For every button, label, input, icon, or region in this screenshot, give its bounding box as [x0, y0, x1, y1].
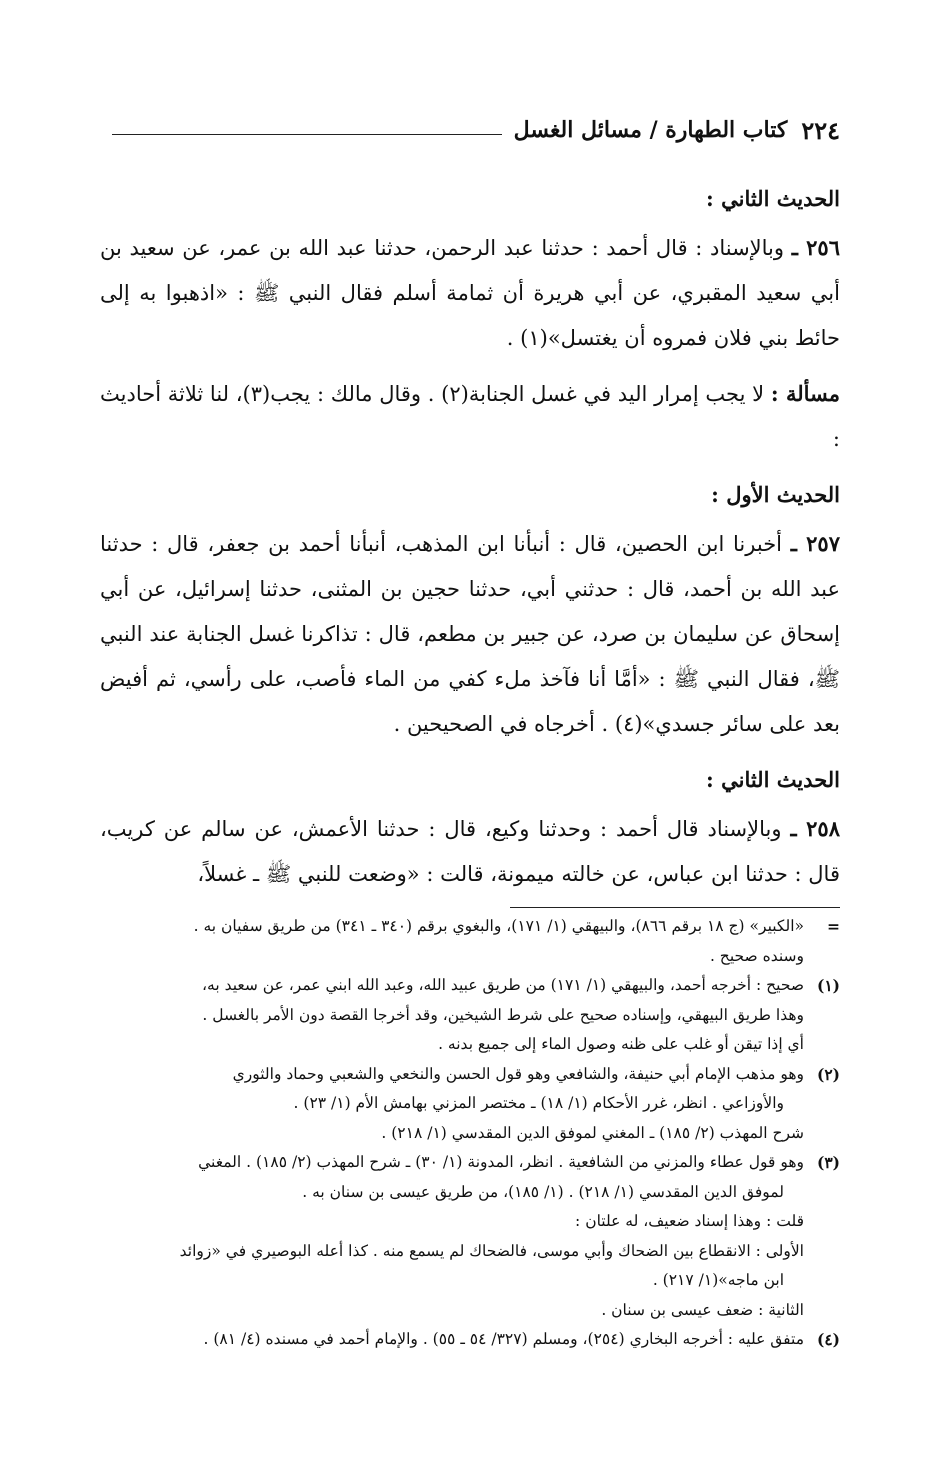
footnote-line: شرح المهذب (٢/ ١٨٥) ـ المغني لموفق الدين المقدسي (١/ ٢١٨) .: [381, 1123, 804, 1142]
footnote-1: [100, 971, 840, 1060]
footnote-line: وهذا طريق البيهقي، وإسناده صحيح على شرط الشيخين، وقد أخرجا القصة دون الأمر بالغسل .: [202, 1005, 804, 1024]
footnote-line: والأوزاعي . انظر، غرر الأحكام (١/ ١٨) ـ مختصر المزني بهامش الأم (١/ ٢٣) .: [293, 1094, 784, 1112]
footnote-mark: (٣): [816, 1153, 840, 1172]
footnote-mark: (٢): [816, 1064, 840, 1084]
footnote-3: [100, 1148, 840, 1325]
section-heading: الحديث الثاني :: [706, 186, 840, 211]
footnote-line: صحيح : أخرجه أحمد، والبيهقي (١/ ١٧١) من طريق عبيد الله، وعبد الله ابني عمر، عن سعيد به،: [202, 976, 804, 994]
page-number: ٢٢٤: [801, 115, 840, 145]
footnote-mark: =: [827, 917, 840, 936]
footnote-line: متفق عليه : أخرجه البخاري (٢٥٤)، ومسلم (٣٢٧/ ٥٤ ـ ٥٥) . والإمام أحمد في مسنده (٤/ ٨١) .: [203, 1330, 804, 1348]
hadith-paragraph: [100, 806, 840, 897]
footnote-rule: [510, 907, 840, 908]
hadith-text: وبالإسناد : قال أحمد : حدثنا عبد الرحمن، حدثنا عبد الله بن عمر، عن سعيد بن أبي سعيد المقبري، عن أبي هريرة أن ثمامة أسلم فقال النبي ﷺ : «اذهبوا به إلى حائط بني فلان فمروه أن يغتسل»(١) .: [100, 236, 840, 350]
hadith-paragraph: [100, 225, 840, 361]
footnote-continuation: [100, 912, 840, 971]
hadith-text: أخبرنا ابن الحصين، قال : أنبأنا ابن المذهب، أنبأنا أحمد بن جعفر، قال : حدثنا عبد الله بن أحمد، قال : حدثني أبي، حدثنا حجين بن المثنى، حدثنا إسرائيل، عن أبي إسحاق عن سليمان بن صرد، عن جبير بن مطعم، قال : تذاكرنا غسل الجنابة عند النبي ﷺ، فقال النبي ﷺ : «أمَّا أنا فآخذ ملء كفي من الماء فأصب، على رأسي، ثم أفيض بعد على سائر جسدي»(٤) . أخرجاه في الصحيحين .: [100, 532, 840, 736]
footnote-line: الأولى : الانقطاع بين الضحاك وأبي موسى، فالضحاك لم يسمع منه . كذا أعله البوصيري في «زوائد: [179, 1241, 804, 1260]
footnote-mark: (١): [816, 976, 840, 995]
hadith-paragraph: [100, 521, 840, 747]
footnote-mark: (٤): [816, 1330, 840, 1349]
footnote-line: وهو مذهب الإمام أبي حنيفة، والشافعي وهو قول الحسن والنخعي والشعبي وحماد والثوري: [232, 1064, 804, 1083]
main-text: [100, 176, 840, 897]
header-rule: [112, 134, 502, 135]
section-heading: الحديث الثاني :: [706, 767, 840, 792]
issue-label: مسألة :: [770, 381, 840, 406]
book-page: [100, 110, 840, 1355]
footnote-line: وسنده صحيح .: [709, 946, 804, 965]
footnote-line: الثانية : ضعف عيسى بن سنان .: [601, 1300, 804, 1319]
issue-paragraph: [100, 371, 840, 462]
hadith-number: ٢٥٨ ـ: [790, 816, 840, 841]
hadith-text: وبالإسناد قال أحمد : وحدثنا وكيع، قال : حدثنا الأعمش، عن سالم عن كريب، قال : حدثنا ابن عباس، عن خالته ميمونة، قالت : «وضعت للنبي ﷺ ـ غسلاً،: [100, 817, 840, 886]
footnote-line: أي إذا تيقن أو غلب على ظنه وصول الماء إلى جميع بدنه .: [438, 1035, 804, 1053]
footnote-line: «الكبير» (ج ١٨ برقم ٨٦٦)، والبيهقي (١/ ١٧١)، والبغوي برقم (٣٤٠ ـ ٣٤١) من طريق سفيان به .: [193, 917, 804, 935]
hadith-number: ٢٥٧ ـ: [790, 531, 840, 556]
footnote-line: قلت : وهذا إسناد ضعيف، له علتان :: [575, 1212, 804, 1230]
running-title: كتاب الطهارة / مسائل الغسل: [513, 117, 788, 143]
footnote-line: وهو قول عطاء والمزني من الشافعية . انظر، المدونة (١/ ٣٠) ـ شرح المهذب (٢/ ١٨٥) . المغني: [198, 1153, 804, 1171]
page-header: [100, 110, 840, 150]
footnotes: [100, 907, 840, 1355]
issue-text: لا يجب إمرار اليد في غسل الجنابة(٢) . وقال مالك : يجب(٣)، لنا ثلاثة أحاديث :: [100, 382, 840, 451]
footnote-line: لموفق الدين المقدسي (١/ ٢١٨) . (١/ ١٨٥)، من طريق عيسى بن سنان به .: [302, 1182, 784, 1201]
hadith-number: ٢٥٦ ـ: [791, 235, 840, 260]
footnote-line: ابن ماجه»(١/ ٢١٧) .: [652, 1271, 784, 1289]
section-heading: الحديث الأول :: [711, 482, 840, 507]
footnote-2: [100, 1060, 840, 1149]
footnote-4: [100, 1325, 840, 1355]
